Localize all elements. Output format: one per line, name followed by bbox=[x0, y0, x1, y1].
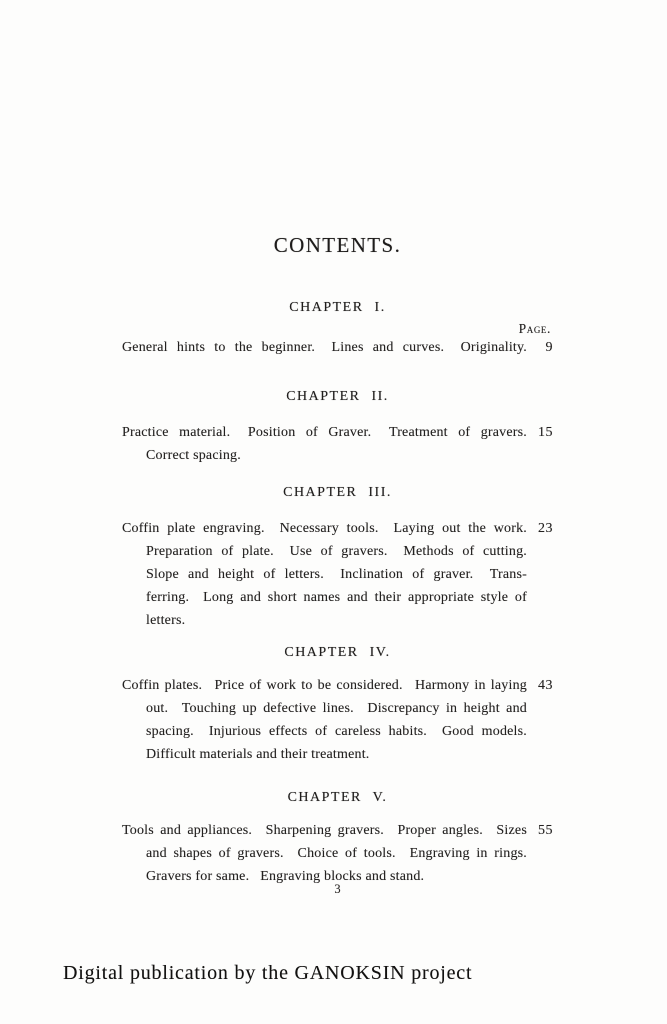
chapter-entry-line: Gravers for same. Engraving blocks and stand. bbox=[146, 869, 425, 884]
chapter-heading: CHAPTER IV. bbox=[284, 645, 391, 660]
contents-title: CONTENTS. bbox=[273, 233, 402, 257]
chapter-page-number: 9 bbox=[545, 340, 553, 355]
folio-page-number: 3 bbox=[334, 882, 341, 896]
chapter-entry-line: Preparation of plate. Use of gravers. Methods of cutting. bbox=[146, 544, 527, 559]
chapter-heading: CHAPTER V. bbox=[287, 790, 388, 805]
chapter-entry-line: Slope and height of letters. Inclination of graver. Trans- bbox=[146, 567, 527, 582]
chapter-entry bbox=[122, 517, 527, 632]
chapter-entry-line: Coffin plates. Price of work to be considered. Harmony in laying bbox=[122, 678, 527, 693]
chapter-page-number: 23 bbox=[538, 521, 553, 536]
page-column-label: Page. bbox=[518, 321, 551, 336]
chapter-entry-line: Practice material. Position of Graver. Treatment of gravers. bbox=[122, 425, 527, 440]
chapter-entry-line: out. Touching up defective lines. Discrepancy in height and bbox=[146, 701, 527, 716]
chapter-entry-line: Coffin plate engraving. Necessary tools. Laying out the work. bbox=[122, 521, 527, 536]
chapter-entry-line: and shapes of gravers. Choice of tools. Engraving in rings. bbox=[146, 846, 527, 861]
chapter-page-number: 55 bbox=[538, 823, 553, 838]
chapter-entry-line: Tools and appliances. Sharpening gravers. Proper angles. Sizes bbox=[122, 823, 527, 838]
footer-credit: Digital publication by the GANOKSIN project bbox=[63, 962, 473, 984]
chapter-heading: CHAPTER III. bbox=[283, 485, 392, 500]
chapter-page-number: 15 bbox=[538, 425, 553, 440]
chapter-entry-line: General hints to the beginner. Lines and curves. Originality. bbox=[122, 340, 527, 355]
chapter-entry-line: Difficult materials and their treatment. bbox=[146, 747, 370, 762]
chapter-heading: CHAPTER I. bbox=[289, 300, 386, 315]
chapter-entry bbox=[122, 421, 527, 467]
chapter-entry bbox=[122, 336, 527, 359]
chapter-entry-line: Correct spacing. bbox=[146, 448, 241, 463]
chapter-entry-line: spacing. Injurious effects of careless habits. Good models. bbox=[146, 724, 527, 739]
chapter-entry bbox=[122, 819, 527, 888]
chapter-entry-line: ferring. Long and short names and their appropriate style of bbox=[146, 590, 527, 605]
chapter-entry-line: letters. bbox=[146, 613, 186, 628]
chapter-heading: CHAPTER II. bbox=[286, 389, 389, 404]
chapter-page-number: 43 bbox=[538, 678, 553, 693]
chapter-entry bbox=[122, 674, 527, 766]
